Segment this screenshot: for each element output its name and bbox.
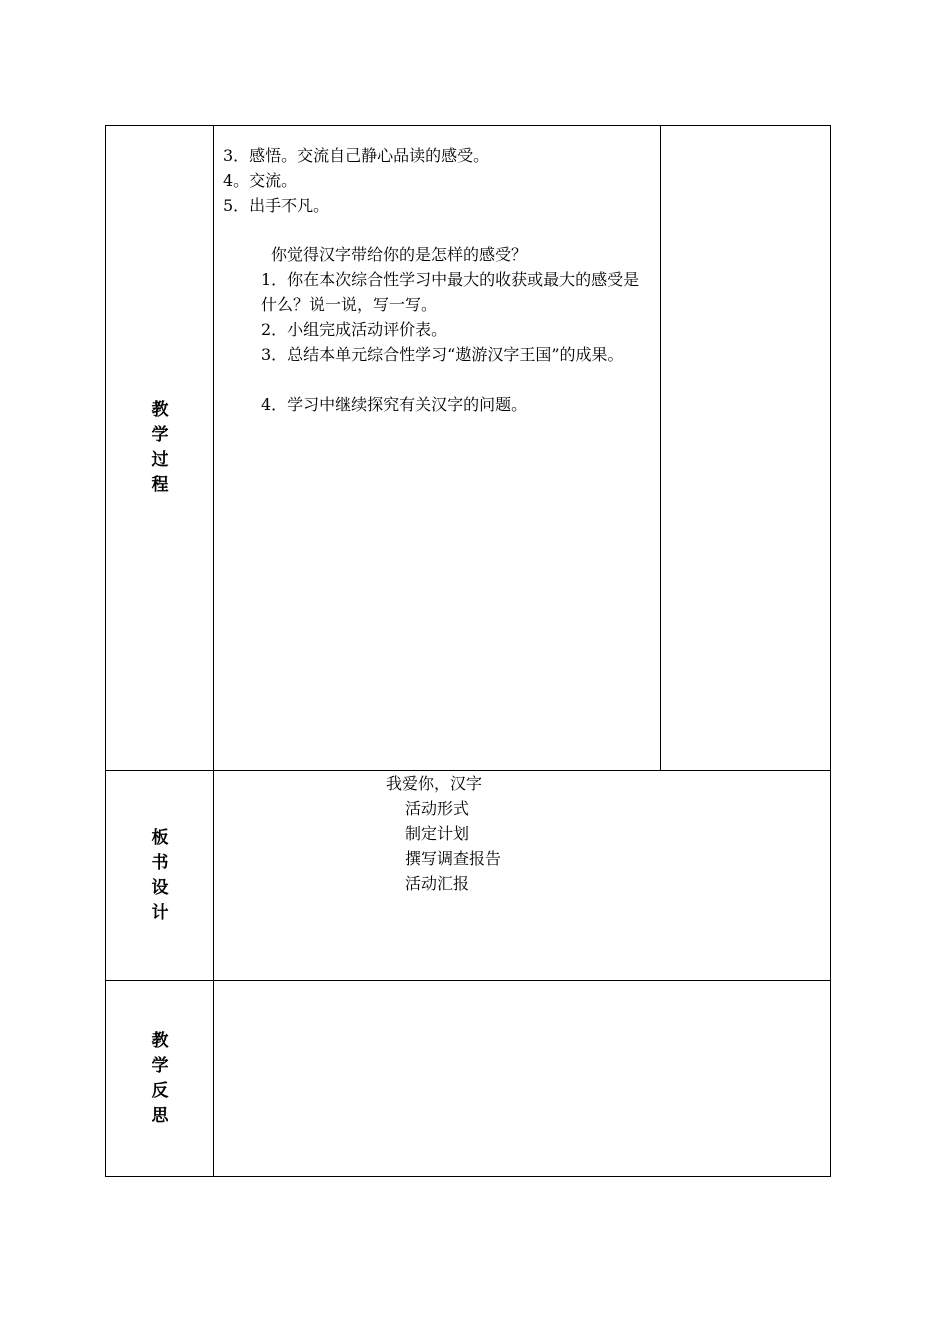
board-item: 撰写调查报告	[405, 849, 502, 868]
process-item: 3．总结本单元综合性学习“遨游汉字王国”的成果。	[261, 345, 624, 364]
row-label-teaching-process	[106, 126, 214, 770]
label-char: 设	[151, 877, 169, 898]
lesson-plan-table	[105, 125, 831, 1177]
label-char: 学	[151, 425, 169, 445]
process-line: 4。交流。	[223, 171, 298, 190]
label-char: 思	[151, 1105, 169, 1126]
process-item: 2．小组完成活动评价表。	[261, 320, 448, 339]
process-question: 你觉得汉字带给你的是怎样的感受？	[271, 245, 528, 264]
label-char: 教	[151, 1030, 169, 1051]
label-char: 过	[151, 450, 169, 470]
label-char: 教	[151, 400, 169, 420]
label-char: 反	[151, 1080, 169, 1101]
process-line: 3．感悟。交流自己静心品读的感受。	[223, 146, 490, 165]
row-label-board-design	[106, 771, 214, 980]
label-char: 书	[151, 852, 169, 873]
board-title: 我爱你，汉字	[386, 774, 483, 793]
process-item: 4．学习中继续探究有关汉字的问题。	[261, 395, 528, 414]
label-char: 学	[151, 1055, 169, 1076]
board-item: 活动形式	[405, 799, 470, 818]
notes-column-divider	[660, 126, 661, 771]
process-item: 1．你在本次综合性学习中最大的收获或最大的感受是什么？说一说，写一写。	[261, 270, 640, 314]
process-line: 5．出手不凡。	[223, 196, 330, 215]
row-label-teaching-reflection	[106, 981, 214, 1176]
row-divider-2	[106, 980, 830, 981]
board-item: 活动汇报	[405, 874, 470, 893]
label-char: 板	[151, 827, 169, 848]
label-char: 计	[151, 902, 169, 923]
label-char: 程	[151, 475, 169, 495]
board-item: 制定计划	[405, 824, 470, 843]
